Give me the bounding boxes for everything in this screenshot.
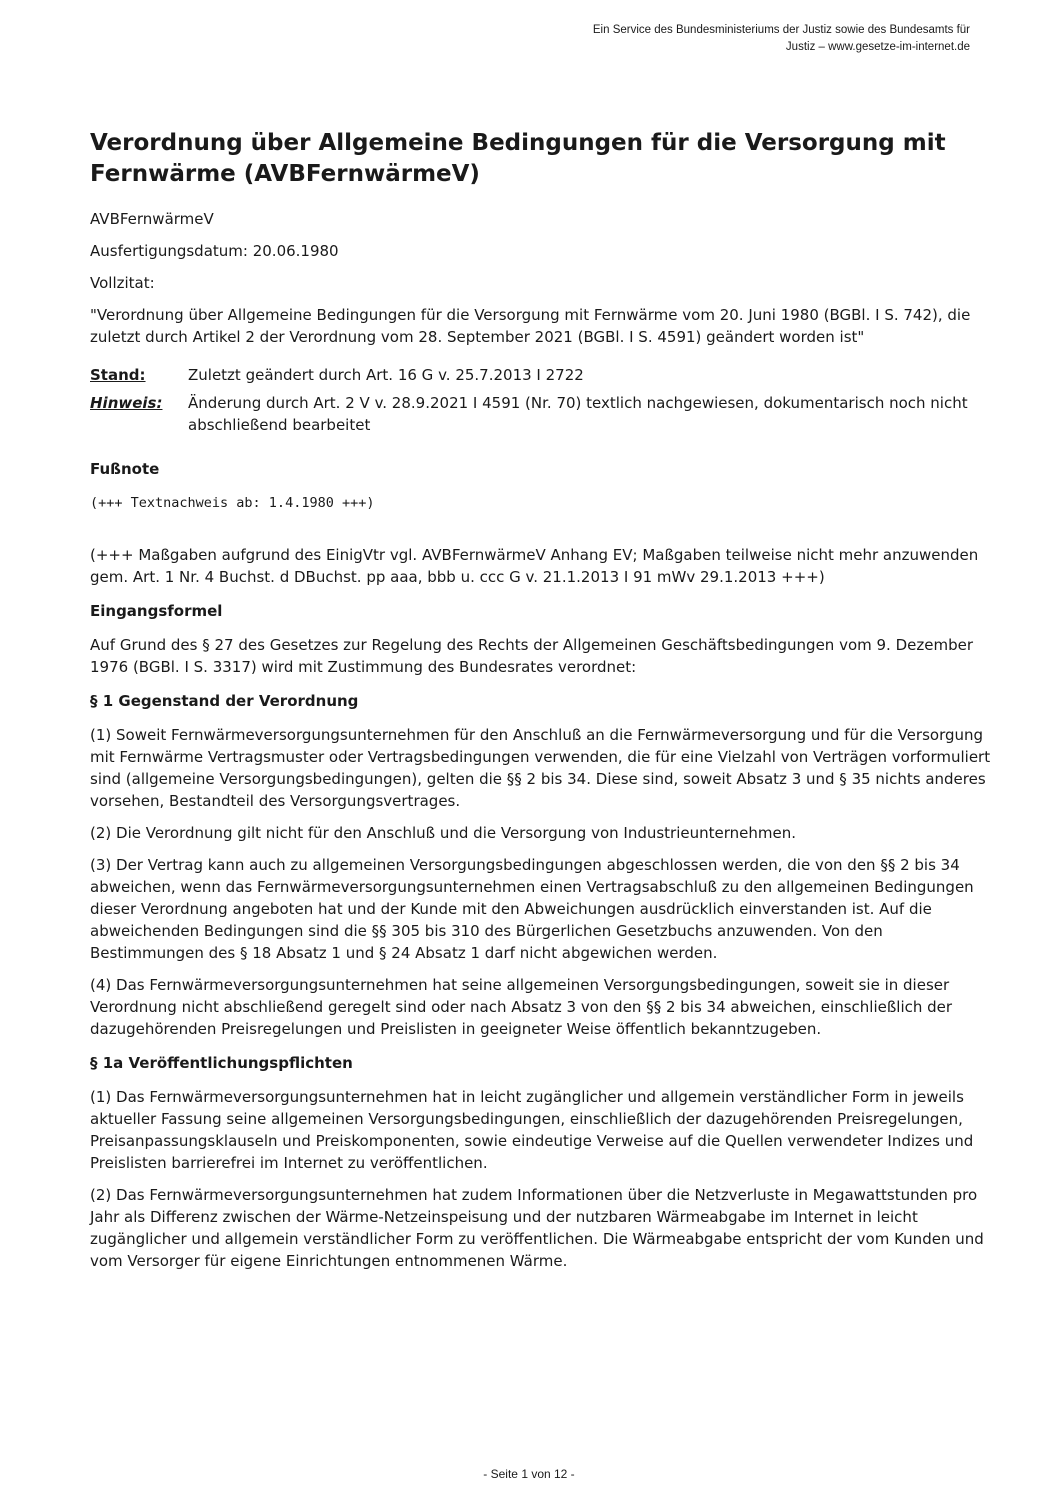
footnote-text: (+++ Maßgaben aufgrund des EinigVtr vgl. AVBFernwärmeV Anhang EV; Maßgaben teilweise nicht mehr anzuwenden gem. Art. 1 Nr. 4 Buchst. d DBuchst. pp aaa, bbb u. ccc G v. 21.1.2013 I 91 mWv 29.1.2013 +++) xyxy=(90,546,979,586)
section-heading: § 1a Veröffentlichungspflichten xyxy=(90,1054,353,1072)
section-paragraph: (2) Das Fernwärmeversorgungsunternehmen hat zudem Informationen über die Netzverluste in Megawattstunden pro Jahr als Differenz zwischen der Wärme-Netzeinspeisung und der nutzbaren Wärmeabgabe im Internet in leicht zugänglicher und allgemein verständlicher Form zu veröffentlichen. Die Wärmeabgabe entspricht der vom Kunden und vom Versorger für eigene Einrichtungen entnommenen Wärme. xyxy=(90,1186,984,1270)
date-line: Ausfertigungsdatum: 20.06.1980 xyxy=(90,242,339,260)
footnote-heading: Fußnote xyxy=(90,460,160,478)
citation-label: Vollzitat: xyxy=(90,274,155,292)
section-heading: § 1 Gegenstand der Verordnung xyxy=(90,692,359,710)
section-1a xyxy=(90,1052,1000,1272)
service-line-2: Justiz – www.gesetze-im-internet.de xyxy=(785,41,970,53)
stand-label: Stand: xyxy=(90,366,146,384)
hinweis-row xyxy=(90,392,1000,436)
short-name: AVBFernwärmeV xyxy=(90,210,214,228)
section-paragraph: (1) Das Fernwärmeversorgungsunternehmen hat in leicht zugänglicher und allgemein verständlicher Form in jeweils aktueller Fassung seine allgemeinen Versorgungsbedingungen, einschließlich der dazugehörenden Preisregelungen, Preisanpassungsklauseln und Preiskomponenten, sowie eindeutige Verweise auf die Quellen verwendeter Indizes und Preislisten barrierefrei im Internet zu veröffentlichen. xyxy=(90,1088,974,1172)
section-paragraph: (4) Das Fernwärmeversorgungsunternehmen hat seine allgemeinen Versorgungsbedingungen, soweit sie in dieser Verordnung nicht abschließend geregelt sind oder nach Absatz 3 von den §§ 2 bis 34 abweichen, einschließlich der dazugehörenden Preisregelungen und Preislisten in geeigneter Weise öffentlich bekanntzugeben. xyxy=(90,976,953,1038)
hinweis-label: Hinweis: xyxy=(90,394,163,412)
document-body xyxy=(90,128,1000,1282)
page-number: - Seite 1 von 12 - xyxy=(483,1467,575,1481)
hinweis-value: Änderung durch Art. 2 V v. 28.9.2021 I 4591 (Nr. 70) textlich nachgewiesen, dokumentarisch noch nicht abschließend bearbeitet xyxy=(188,394,968,434)
service-line-1: Ein Service des Bundesministeriums der Justiz sowie des Bundesamts für xyxy=(592,24,970,36)
stand-value: Zuletzt geändert durch Art. 16 G v. 25.7.2013 I 2722 xyxy=(188,366,584,384)
document-title: Verordnung über Allgemeine Bedingungen für die Versorgung mit Fernwärme (AVBFernwärmeV) xyxy=(90,130,946,187)
footnote-textnachweis: (+++ Textnachweis ab: 1.4.1980 +++) xyxy=(90,495,375,511)
section-1 xyxy=(90,690,1000,1040)
service-header xyxy=(450,22,970,56)
citation-text: "Verordnung über Allgemeine Bedingungen für die Versorgung mit Fernwärme vom 20. Juni 1980 (BGBl. I S. 742), die zuletzt durch Artikel 2 der Verordnung vom 28. September 2021 (BGBl. I S. 4591) geändert worden ist" xyxy=(90,306,971,346)
preamble-text: Auf Grund des § 27 des Gesetzes zur Regelung des Rechts der Allgemeinen Geschäftsbedingungen vom 9. Dezember 1976 (BGBl. I S. 3317) wird mit Zustimmung des Bundesrates verordnet: xyxy=(90,636,974,676)
section-paragraph: (2) Die Verordnung gilt nicht für den Anschluß und die Versorgung von Industrieunternehmen. xyxy=(90,824,796,842)
section-paragraph: (1) Soweit Fernwärmeversorgungsunternehmen für den Anschluß an die Fernwärmeversorgung und für die Versorgung mit Fernwärme Vertragsmuster oder Vertragsbedingungen verwenden, die für eine Vielzahl von Verträgen vorformuliert sind (allgemeine Versorgungsbedingungen), gelten die §§ 2 bis 34. Diese sind, soweit Absatz 3 und § 35 nichts anderes vorsehen, Bestandteil des Versorgungsvertrages. xyxy=(90,726,991,810)
section-paragraph: (3) Der Vertrag kann auch zu allgemeinen Versorgungsbedingungen abgeschlossen werden, die von den §§ 2 bis 34 abweichen, wenn das Fernwärmeversorgungsunternehmen einen Vertragsabschluß zu den allgemeinen Bedingungen dieser Verordnung angeboten hat und der Kunde mit den Abweichungen ausdrücklich einverstanden ist. Auf die abweichenden Bedingungen sind die §§ 305 bis 310 des Bürgerlichen Gesetzbuchs anzuwenden. Von den Bestimmungen des § 18 Absatz 1 und § 24 Absatz 1 darf nicht abgewichen werden. xyxy=(90,856,974,962)
preamble-heading: Eingangsformel xyxy=(90,602,223,620)
stand-row xyxy=(90,364,1000,386)
